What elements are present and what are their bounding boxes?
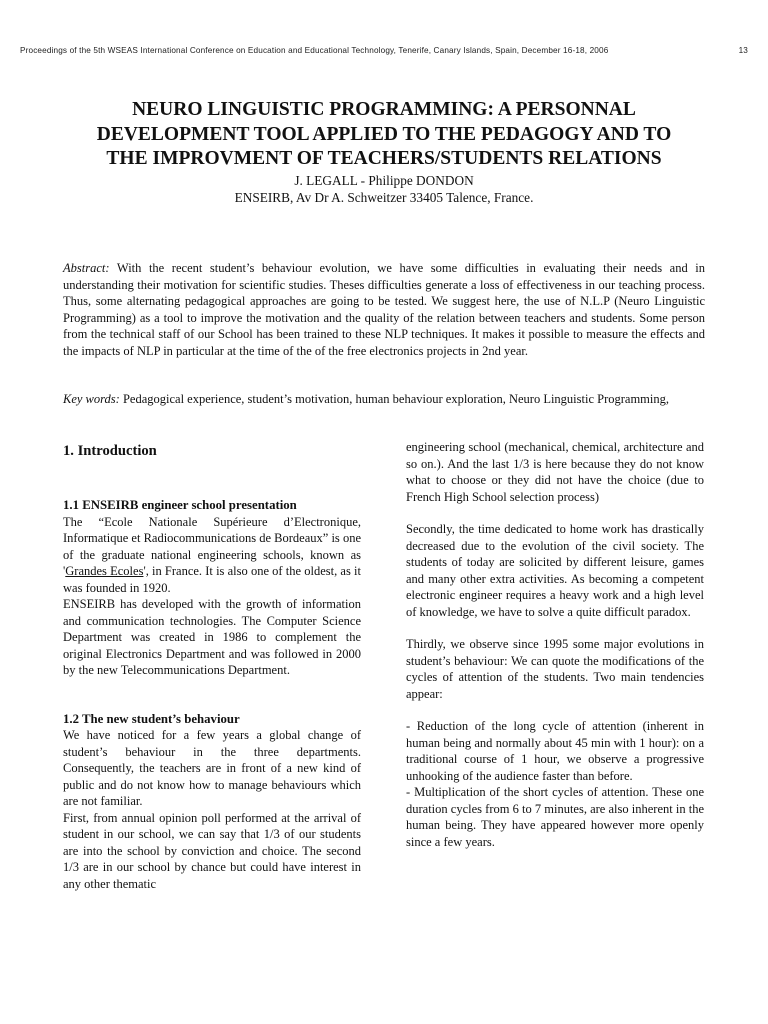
paragraph-long-cycle: - Reduction of the long cycle of attention (inherent in human being and normally about 45 min with 1 hour): on a traditional course of 1 hour, we observe a progressive unhooking of the audience faster than before. <box>406 719 704 783</box>
running-header <box>20 46 748 55</box>
paragraph-enseirb-intro-start: The “Ecole Nationale Supérieure d’Electronique, Informatique et Radiocommunications de Bordeaux” is one of the graduate national engineering schools, known as ' <box>63 514 361 578</box>
title-line-2: DEVELOPMENT TOOL APPLIED TO THE PEDAGOGY AND TO <box>96 123 672 145</box>
paragraph-behaviour-change: We have noticed for a few years a global change of student’s behaviour in the three departments. Consequently, the teachers are in front of a new kind of public and do not know how to manage behaviours which are not familiar. <box>63 728 361 808</box>
grandes-ecoles-link[interactable]: Grandes Ecoles <box>65 564 144 578</box>
abstract-text: With the recent student’s behaviour evolution, we have some difficulties in evaluating their needs and in understanding their motivation for scientific studies. Theses difficulties generate a loss of effectiveness in our teaching process. Thus, some alternating pedagogical approaches are going to be tested. We suggest here, the use of N.L.P (Neuro Linguistic Programming) as a tool to improve the motivation and the quality of the relation between teachers and students. Some person from the technical staff of our School has been trained to these NLP techniques. It makes it possible to measure the effects and the impacts of NLP in particular at the time of the of the free electronics projects in 2nd year. <box>63 261 705 358</box>
keywords-text: Pedagogical experience, student’s motivation, human behaviour exploration, Neuro Linguistic Programming, <box>122 392 670 406</box>
authors: J. LEGALL - Philippe DONDON <box>294 172 474 188</box>
abstract-label: Abstract: <box>63 261 110 275</box>
title-line-3: THE IMPROVMENT OF TEACHERS/STUDENTS RELATIONS <box>106 148 662 169</box>
paragraph-short-cycles: - Multiplication of the short cycles of attention. These one duration cycles from 6 to 7 minutes, are also inherent in the human being. They have appeared however more openly since a few years. <box>406 785 704 849</box>
paragraph-engineering-school: engineering school (mechanical, chemical, architecture and so on.). And the last 1/3 is here because they do not know what to choose or they did not have the choice (due to French High School selection process) <box>406 440 704 504</box>
paper-title <box>60 98 708 172</box>
paragraph-enseirb-intro <box>63 514 361 597</box>
section-heading-introduction: 1. Introduction <box>63 443 157 459</box>
title-line-1: NEURO LINGUISTIC PROGRAMMING: A PERSONNAL <box>132 99 636 120</box>
paragraph-secondly: Secondly, the time dedicated to home work has drastically decreased due to the evolution of the civil society. The students of today are solicited by different leisure, games and many other extra activities. As becoming a competent electronic engineer requires a heavy work and a high level of knowledge, we have to solve a quite difficult paradox. <box>406 522 704 619</box>
page-number: 13 <box>738 46 748 55</box>
paragraph-enseirb-growth: ENSEIRB has developed with the growth of information and communication technologies. The Computer Science Department was created in 1986 to complement the original Electronics Department and was followed in 2000 by the new Telecommunications Department. <box>63 597 361 677</box>
affiliation: ENSEIRB, Av Dr A. Schweitzer 33405 Talence, France. <box>234 189 534 205</box>
left-column <box>63 437 361 892</box>
keywords-label: Key words: <box>63 392 120 406</box>
title-block <box>60 98 708 206</box>
subsection-heading-enseirb: 1.1 ENSEIRB engineer school presentation <box>63 498 297 512</box>
paragraph-opinion-poll: First, from annual opinion poll performed at the arrival of student in our school, we can say that 1/3 of our students are into the school by conviction and choice. The second 1/3 are in our school by chance but could have interest in any other thematic <box>63 810 361 891</box>
abstract <box>63 260 705 359</box>
subsection-heading-behaviour: 1.2 The new student’s behaviour <box>63 711 240 726</box>
paragraph-enseirb-intro-end: ', in France. It is also one of the oldest, as it was founded in 1920. <box>63 564 361 595</box>
paragraph-thirdly: Thirdly, we observe since 1995 some major evolutions in student’s behaviour: We can quote the modifications of the cycles of attention of the students. Two main tendencies appear: <box>406 637 704 701</box>
right-column <box>406 439 704 850</box>
proceedings-line: Proceedings of the 5th WSEAS International Conference on Education and Educational Technology, Tenerife, Canary Islands, Spain, December 16-18, 2006 <box>20 46 609 55</box>
keywords <box>63 391 705 408</box>
